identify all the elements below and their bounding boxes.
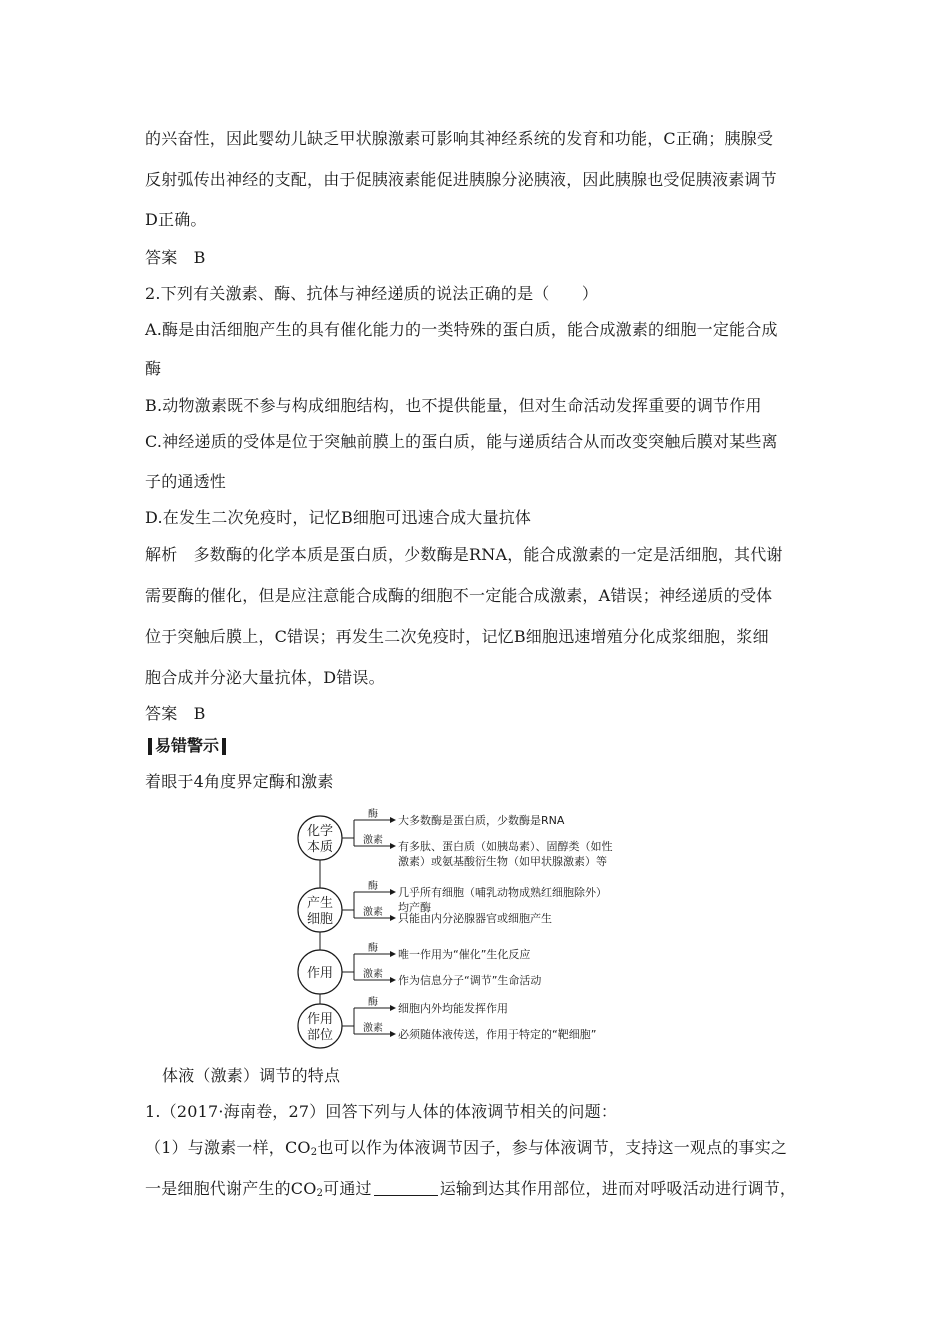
- option-c: C.神经递质的受体是位于突触前膜上的蛋白质，能与递质结合从而改变突触后膜对某些离: [145, 432, 778, 451]
- option-d: D.在发生二次免疫时，记忆B细胞可迅速合成大量抗体: [145, 508, 532, 527]
- node-label: 作用: [306, 1012, 334, 1027]
- hormone-label: 激素: [363, 969, 383, 980]
- hormone-label: 激素: [363, 835, 383, 846]
- text-line: 的兴奋性，因此婴幼儿缺乏甲状腺激素可影响其神经系统的发育和功能，C正确；胰腺受: [145, 129, 774, 148]
- enzyme-label: 酶: [368, 997, 378, 1008]
- hormone-arrowhead: [390, 843, 396, 849]
- section-heading: [145, 736, 229, 756]
- subheading: 体液（激素）调节的特点: [162, 1066, 341, 1085]
- text-segment: 运输到达其作用部位，进而对呼吸活动进行调节，: [439, 1179, 797, 1198]
- text-line: D正确。: [145, 210, 207, 229]
- answer-blank[interactable]: [374, 1180, 438, 1196]
- answer-line: 答案 B: [145, 704, 206, 723]
- enzyme-arrowhead: [390, 951, 396, 957]
- hormone-arrowhead: [390, 1031, 396, 1037]
- enzyme-arrowhead: [390, 889, 396, 895]
- node-label: 细胞: [306, 912, 334, 927]
- text-segment: （1）与激素一样，CO: [145, 1138, 311, 1157]
- question-stem: 2.下列有关激素、酶、抗体与神经递质的说法正确的是（ ）: [145, 284, 599, 303]
- hormone-label: 激素: [363, 907, 383, 918]
- node-label: 本质: [306, 840, 334, 855]
- enzyme-hormone-diagram: [290, 800, 660, 1050]
- node-label: 化学: [306, 824, 334, 839]
- subscript: 2: [316, 1188, 324, 1199]
- heading-bar-right: [222, 738, 226, 755]
- question-stem: 1.（2017·海南卷，27）回答下列与人体的体液调节相关的问题：: [145, 1102, 618, 1121]
- hormone-label: 激素: [363, 1023, 383, 1034]
- option-a: A.酶是由活细胞产生的具有催化能力的一类特殊的蛋白质，能合成激素的细胞一定能合成: [145, 320, 778, 339]
- node-label: 部位: [306, 1028, 334, 1043]
- question-part: [145, 1138, 787, 1163]
- option-a-cont: 酶: [145, 359, 162, 378]
- question-part: [145, 1179, 796, 1204]
- enzyme-arrowhead: [390, 1005, 396, 1011]
- enzyme-description: 几乎所有细胞（哺乳动物成熟红细胞除外）: [398, 886, 607, 899]
- answer-line: 答案 B: [145, 248, 206, 267]
- text-segment: 可通过: [323, 1179, 372, 1198]
- enzyme-label: 酶: [368, 943, 378, 954]
- hormone-description: 有多肽、蛋白质（如胰岛素）、固醇类（如性: [398, 840, 613, 853]
- enzyme-description: 大多数酶是蛋白质，少数酶是RNA: [398, 814, 565, 827]
- hormone-arrowhead: [390, 977, 396, 983]
- text-line: 反射弧传出神经的支配，由于促胰液素能促进胰腺分泌胰液，因此胰腺也受促胰液素调节: [145, 170, 777, 189]
- enzyme-label: 酶: [368, 881, 378, 892]
- subscript: 2: [310, 1147, 318, 1158]
- hormone-arrowhead: [390, 915, 396, 921]
- heading-bar-left: [148, 738, 152, 755]
- enzyme-arrowhead: [390, 817, 396, 823]
- enzyme-description: 均产酶: [398, 901, 431, 914]
- analysis-line: 解析 多数酶的化学本质是蛋白质，少数酶是RNA，能合成激素的一定是活细胞，其代谢: [145, 545, 783, 564]
- hormone-description: 作为信息分子“调节”生命活动: [398, 974, 542, 987]
- enzyme-description: 细胞内外均能发挥作用: [398, 1002, 508, 1015]
- enzyme-description: 唯一作用为“催化”生化反应: [398, 948, 531, 961]
- analysis-line: 胞合成并分泌大量抗体，D错误。: [145, 668, 385, 687]
- node-label: 产生: [306, 896, 334, 911]
- intro-line: 着眼于4角度界定酶和激素: [145, 772, 334, 791]
- analysis-line: 位于突触后膜上，C错误；再发生二次免疫时，记忆B细胞迅速增殖分化成浆细胞，浆细: [145, 627, 769, 646]
- option-b: B.动物激素既不参与构成细胞结构，也不提供能量，但对生命活动发挥重要的调节作用: [145, 396, 762, 415]
- hormone-description: 激素）或氨基酸衍生物（如甲状腺激素）等: [398, 855, 607, 868]
- section-title: 易错警示: [155, 736, 220, 755]
- hormone-description: 只能由内分泌腺器官或细胞产生: [398, 912, 552, 925]
- option-c-cont: 子的通透性: [145, 472, 227, 491]
- analysis-line: 需要酶的催化，但是应注意能合成酶的细胞不一定能合成激素，A错误；神经递质的受体: [145, 586, 773, 605]
- text-segment: 也可以作为体液调节因子，参与体液调节，支持这一观点的事实之: [317, 1138, 788, 1157]
- node-label: 作用: [306, 966, 334, 981]
- text-segment: 一是细胞代谢产生的CO: [145, 1179, 317, 1198]
- enzyme-label: 酶: [368, 809, 378, 820]
- hormone-description: 必须随体液传送，作用于特定的“靶细胞”: [398, 1028, 597, 1041]
